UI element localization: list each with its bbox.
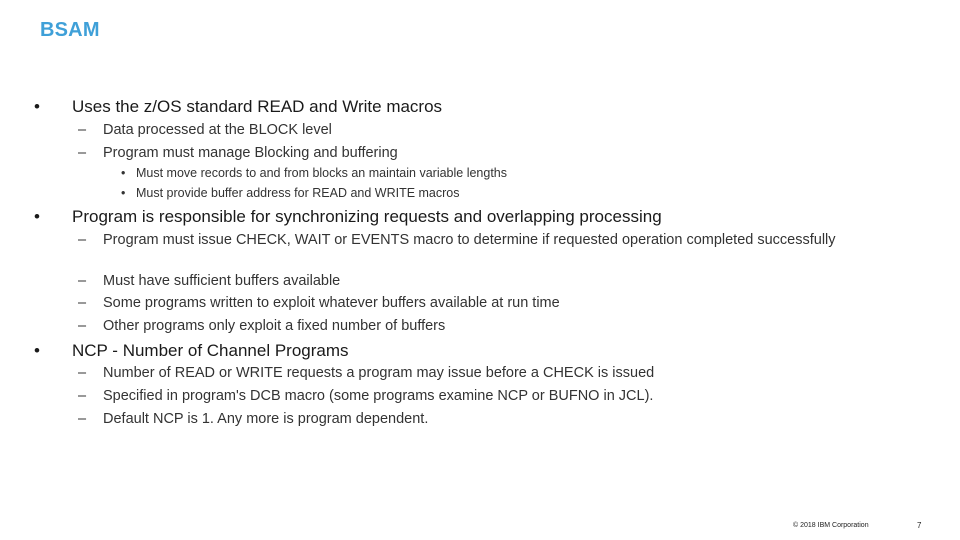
dash-text: Other programs only exploit a fixed number of buffers bbox=[103, 318, 446, 334]
bullet-icon: • bbox=[34, 207, 40, 226]
sub-bullet-icon: • bbox=[121, 186, 126, 200]
bullet-text: Uses the z/OS standard READ and Write macros bbox=[72, 97, 443, 116]
dash-icon: – bbox=[78, 411, 87, 427]
dash-item bbox=[78, 364, 863, 382]
bullet-section-1 bbox=[34, 97, 443, 117]
footer-copyright: © 2018 IBM Corporation bbox=[793, 522, 869, 529]
dash-text: Default NCP is 1. Any more is program dependent. bbox=[103, 411, 429, 427]
dash-icon: – bbox=[78, 295, 87, 311]
dash-text: Program must issue CHECK, WAIT or EVENTS macro to determine if requested operation completed successfully bbox=[103, 232, 836, 248]
dash-item bbox=[78, 387, 863, 405]
bullet-section-3 bbox=[34, 341, 349, 361]
sub-bullet-item bbox=[121, 166, 508, 180]
dash-text: Program must manage Blocking and buffering bbox=[103, 145, 398, 161]
dash-item bbox=[78, 144, 863, 162]
dash-text: Specified in program's DCB macro (some programs examine NCP or BUFNO in JCL). bbox=[103, 388, 654, 404]
sub-bullet-text: Must provide buffer address for READ and WRITE macros bbox=[136, 186, 460, 200]
bullet-text: Program is responsible for synchronizing requests and overlapping processing bbox=[72, 207, 662, 226]
sub-bullet-item bbox=[121, 186, 460, 200]
dash-item bbox=[78, 272, 863, 290]
bullet-text: NCP - Number of Channel Programs bbox=[72, 341, 349, 360]
page-number: 7 bbox=[917, 521, 922, 530]
dash-item bbox=[78, 410, 863, 428]
dash-item bbox=[78, 317, 863, 335]
dash-icon: – bbox=[78, 365, 87, 381]
bullet-icon: • bbox=[34, 97, 40, 116]
dash-icon: – bbox=[78, 318, 87, 334]
dash-icon: – bbox=[78, 145, 87, 161]
dash-icon: – bbox=[78, 232, 87, 248]
bullet-section-2 bbox=[34, 207, 662, 227]
dash-item bbox=[78, 294, 863, 312]
dash-item bbox=[78, 121, 863, 139]
dash-icon: – bbox=[78, 388, 87, 404]
dash-text: Must have sufficient buffers available bbox=[103, 273, 341, 289]
dash-text: Number of READ or WRITE requests a program may issue before a CHECK is issued bbox=[103, 365, 655, 381]
dash-icon: – bbox=[78, 273, 87, 289]
dash-item bbox=[78, 231, 863, 249]
bullet-icon: • bbox=[34, 341, 40, 360]
dash-text: Data processed at the BLOCK level bbox=[103, 122, 332, 138]
slide-title: BSAM bbox=[40, 19, 100, 41]
sub-bullet-text: Must move records to and from blocks an maintain variable lengths bbox=[136, 166, 508, 180]
sub-bullet-icon: • bbox=[121, 166, 126, 180]
dash-icon: – bbox=[78, 122, 87, 138]
dash-text: Some programs written to exploit whatever buffers available at run time bbox=[103, 295, 560, 311]
